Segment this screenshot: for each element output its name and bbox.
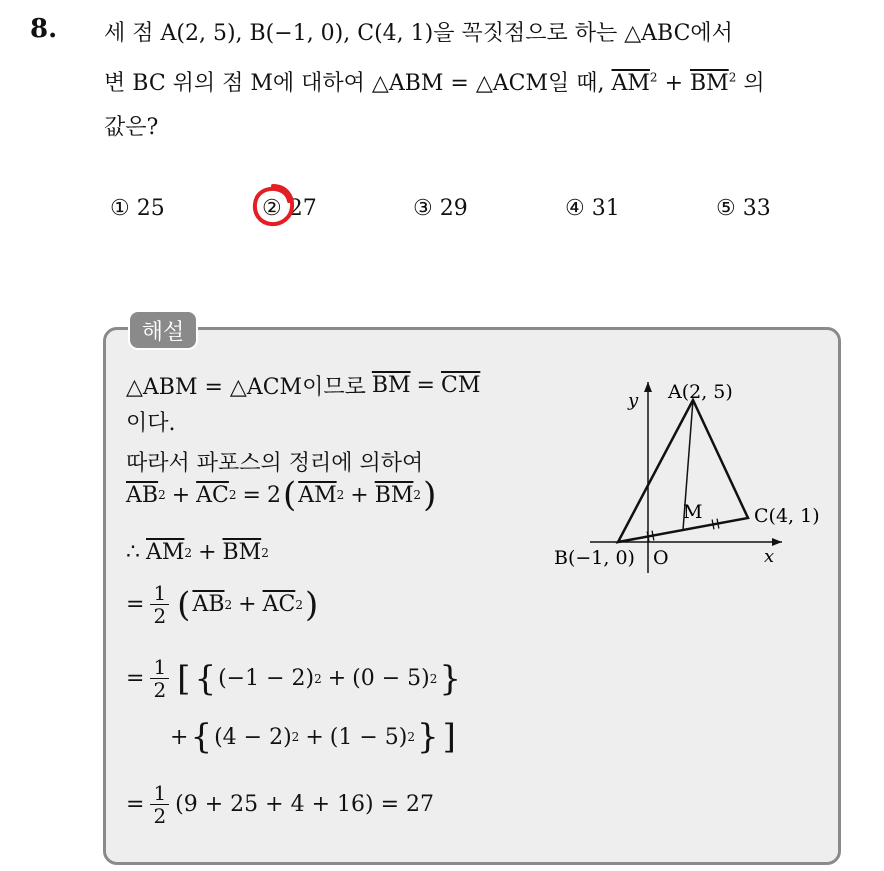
choice-value: 29 — [439, 196, 468, 221]
choice-1[interactable] — [110, 196, 165, 221]
square-exponent: 2 — [314, 671, 322, 686]
coefficient: 2 — [266, 482, 281, 508]
choice-4[interactable] — [565, 196, 620, 221]
plus-sign: + — [198, 540, 217, 565]
question-line-3: 값은? — [104, 115, 159, 140]
term: (0 − 5) — [352, 666, 430, 691]
segment-ab: $\overline{AB}$ — [192, 592, 225, 617]
fraction-one-half — [150, 782, 169, 827]
square-exponent: 2 — [184, 545, 193, 560]
segment-bm: $\overline{BM}$ — [371, 373, 411, 398]
plus-sign: + — [171, 482, 191, 508]
square-exponent: 2 — [728, 70, 737, 85]
square-exponent: 2 — [295, 597, 303, 612]
x-axis-label: x — [764, 546, 775, 567]
choice-marker: ② — [262, 196, 282, 221]
point-b-label: B(−1, 0) — [554, 547, 635, 569]
plus-sign: + — [327, 666, 347, 691]
square-exponent: 2 — [336, 488, 345, 502]
segment-am: $\overline{AM}$ — [611, 71, 650, 96]
right-paren: ) — [423, 475, 437, 515]
square-exponent: 2 — [429, 671, 438, 686]
plus-sign: + — [170, 724, 189, 750]
choice-value: 27 — [288, 196, 317, 221]
square-exponent: 2 — [261, 545, 269, 560]
solution-line-8 — [170, 717, 458, 757]
fraction-one-half — [150, 582, 169, 627]
right-bracket: ] — [442, 717, 456, 757]
fraction-numerator: 1 — [150, 582, 169, 605]
solution-line-4 — [126, 475, 438, 515]
coordinate-graph — [550, 370, 840, 580]
equals-sign: = — [242, 482, 261, 508]
answer-choices — [0, 196, 884, 228]
equals-sign: = — [416, 373, 435, 398]
left-brace: { — [190, 717, 213, 757]
segment-bm: $\overline{BM}$ — [374, 482, 414, 508]
origin-label: O — [653, 547, 669, 569]
square-exponent: 2 — [413, 488, 422, 502]
point-c-label: C(4, 1) — [754, 505, 820, 527]
choice-marker: ④ — [565, 196, 585, 221]
answer-mark-circle-icon — [250, 182, 296, 228]
choice-marker: ⑤ — [716, 196, 736, 221]
solution-line-6 — [126, 582, 320, 627]
segment-bm: $\overline{BM}$ — [222, 540, 262, 565]
choice-5[interactable] — [716, 196, 771, 221]
solution-line-2: 이다. — [126, 411, 176, 436]
plus-sign: + — [664, 71, 683, 96]
choice-marker: ③ — [413, 196, 433, 221]
solution-text: △ABM = △ACM이므로 — [126, 375, 366, 400]
equals-sign: = — [126, 592, 145, 617]
left-bracket: [ — [177, 658, 191, 699]
plus-sign: + — [238, 592, 257, 617]
solution-badge: 해설 — [128, 310, 198, 350]
fraction-denominator: 2 — [153, 804, 167, 828]
term: (1 − 5) — [329, 724, 408, 750]
segment-ac: $\overline{AC}$ — [262, 592, 296, 617]
fraction-numerator: 1 — [150, 656, 169, 679]
left-paren: ( — [177, 584, 191, 625]
segment-am: $\overline{AM}$ — [146, 540, 185, 565]
square-exponent: 2 — [224, 597, 233, 612]
square-exponent: 2 — [291, 730, 300, 744]
solution-line-5 — [126, 540, 269, 565]
right-paren: ) — [304, 584, 319, 625]
question-line-2 — [104, 66, 765, 97]
equals-sign: = — [126, 666, 145, 691]
square-exponent: 2 — [407, 730, 415, 744]
term: (−1 − 2) — [218, 666, 315, 691]
point-m-label: M — [683, 501, 703, 523]
choice-value: 31 — [591, 196, 620, 221]
segment-ab: $\overline{AB}$ — [126, 482, 159, 508]
segment-cm: $\overline{CM}$ — [440, 373, 481, 398]
segment-am: $\overline{AM}$ — [298, 482, 337, 508]
equals-sign: = — [126, 792, 145, 817]
equal-tick-mark-2 — [717, 519, 719, 529]
therefore-symbol: ∴ — [126, 540, 140, 565]
right-brace: } — [416, 717, 439, 757]
segment-ac: $\overline{AC}$ — [196, 482, 229, 508]
fraction-numerator: 1 — [150, 782, 169, 805]
question-number: 8. — [30, 14, 58, 44]
left-brace: { — [194, 658, 217, 699]
right-brace: } — [439, 658, 462, 699]
square-exponent: 2 — [158, 488, 166, 502]
term: (4 − 2) — [214, 724, 292, 750]
y-axis-arrow-icon — [644, 382, 652, 392]
plus-sign: + — [305, 724, 324, 750]
fraction-one-half — [150, 656, 169, 701]
fraction-denominator: 2 — [153, 678, 167, 702]
x-axis-arrow-icon — [772, 538, 782, 546]
fraction-denominator: 2 — [153, 604, 167, 628]
equal-tick-mark-2 — [712, 520, 714, 530]
square-exponent: 2 — [228, 488, 237, 502]
choice-3[interactable] — [413, 196, 468, 221]
square-exponent: 2 — [649, 70, 658, 85]
left-paren: ( — [282, 475, 297, 515]
final-expression: (9 + 25 + 4 + 16) = 27 — [175, 792, 434, 817]
point-a-label: A(2, 5) — [668, 381, 733, 403]
plus-sign: + — [350, 482, 369, 508]
solution-line-3: 따라서 파포스의 정리에 의하여 — [126, 451, 424, 476]
question-line-2-suffix: 의 — [743, 71, 765, 96]
solution-line-9 — [126, 782, 434, 827]
equal-tick-mark-1 — [652, 531, 654, 541]
question-line-2-prefix: 변 BC 위의 점 M에 대하여 △ABM = △ACM일 때, — [104, 71, 605, 96]
choice-marker: ① — [110, 196, 130, 221]
choice-value: 33 — [742, 196, 771, 221]
segment-bm: $\overline{BM}$ — [690, 71, 729, 96]
choice-value: 25 — [136, 196, 165, 221]
solution-line-1 — [126, 370, 480, 401]
y-axis-label: y — [628, 390, 639, 411]
question-line-1: 세 점 A(2, 5), B(−1, 0), C(4, 1)을 꼭짓점으로 하는 △ABC에서 — [104, 21, 733, 46]
solution-line-7 — [126, 656, 463, 701]
